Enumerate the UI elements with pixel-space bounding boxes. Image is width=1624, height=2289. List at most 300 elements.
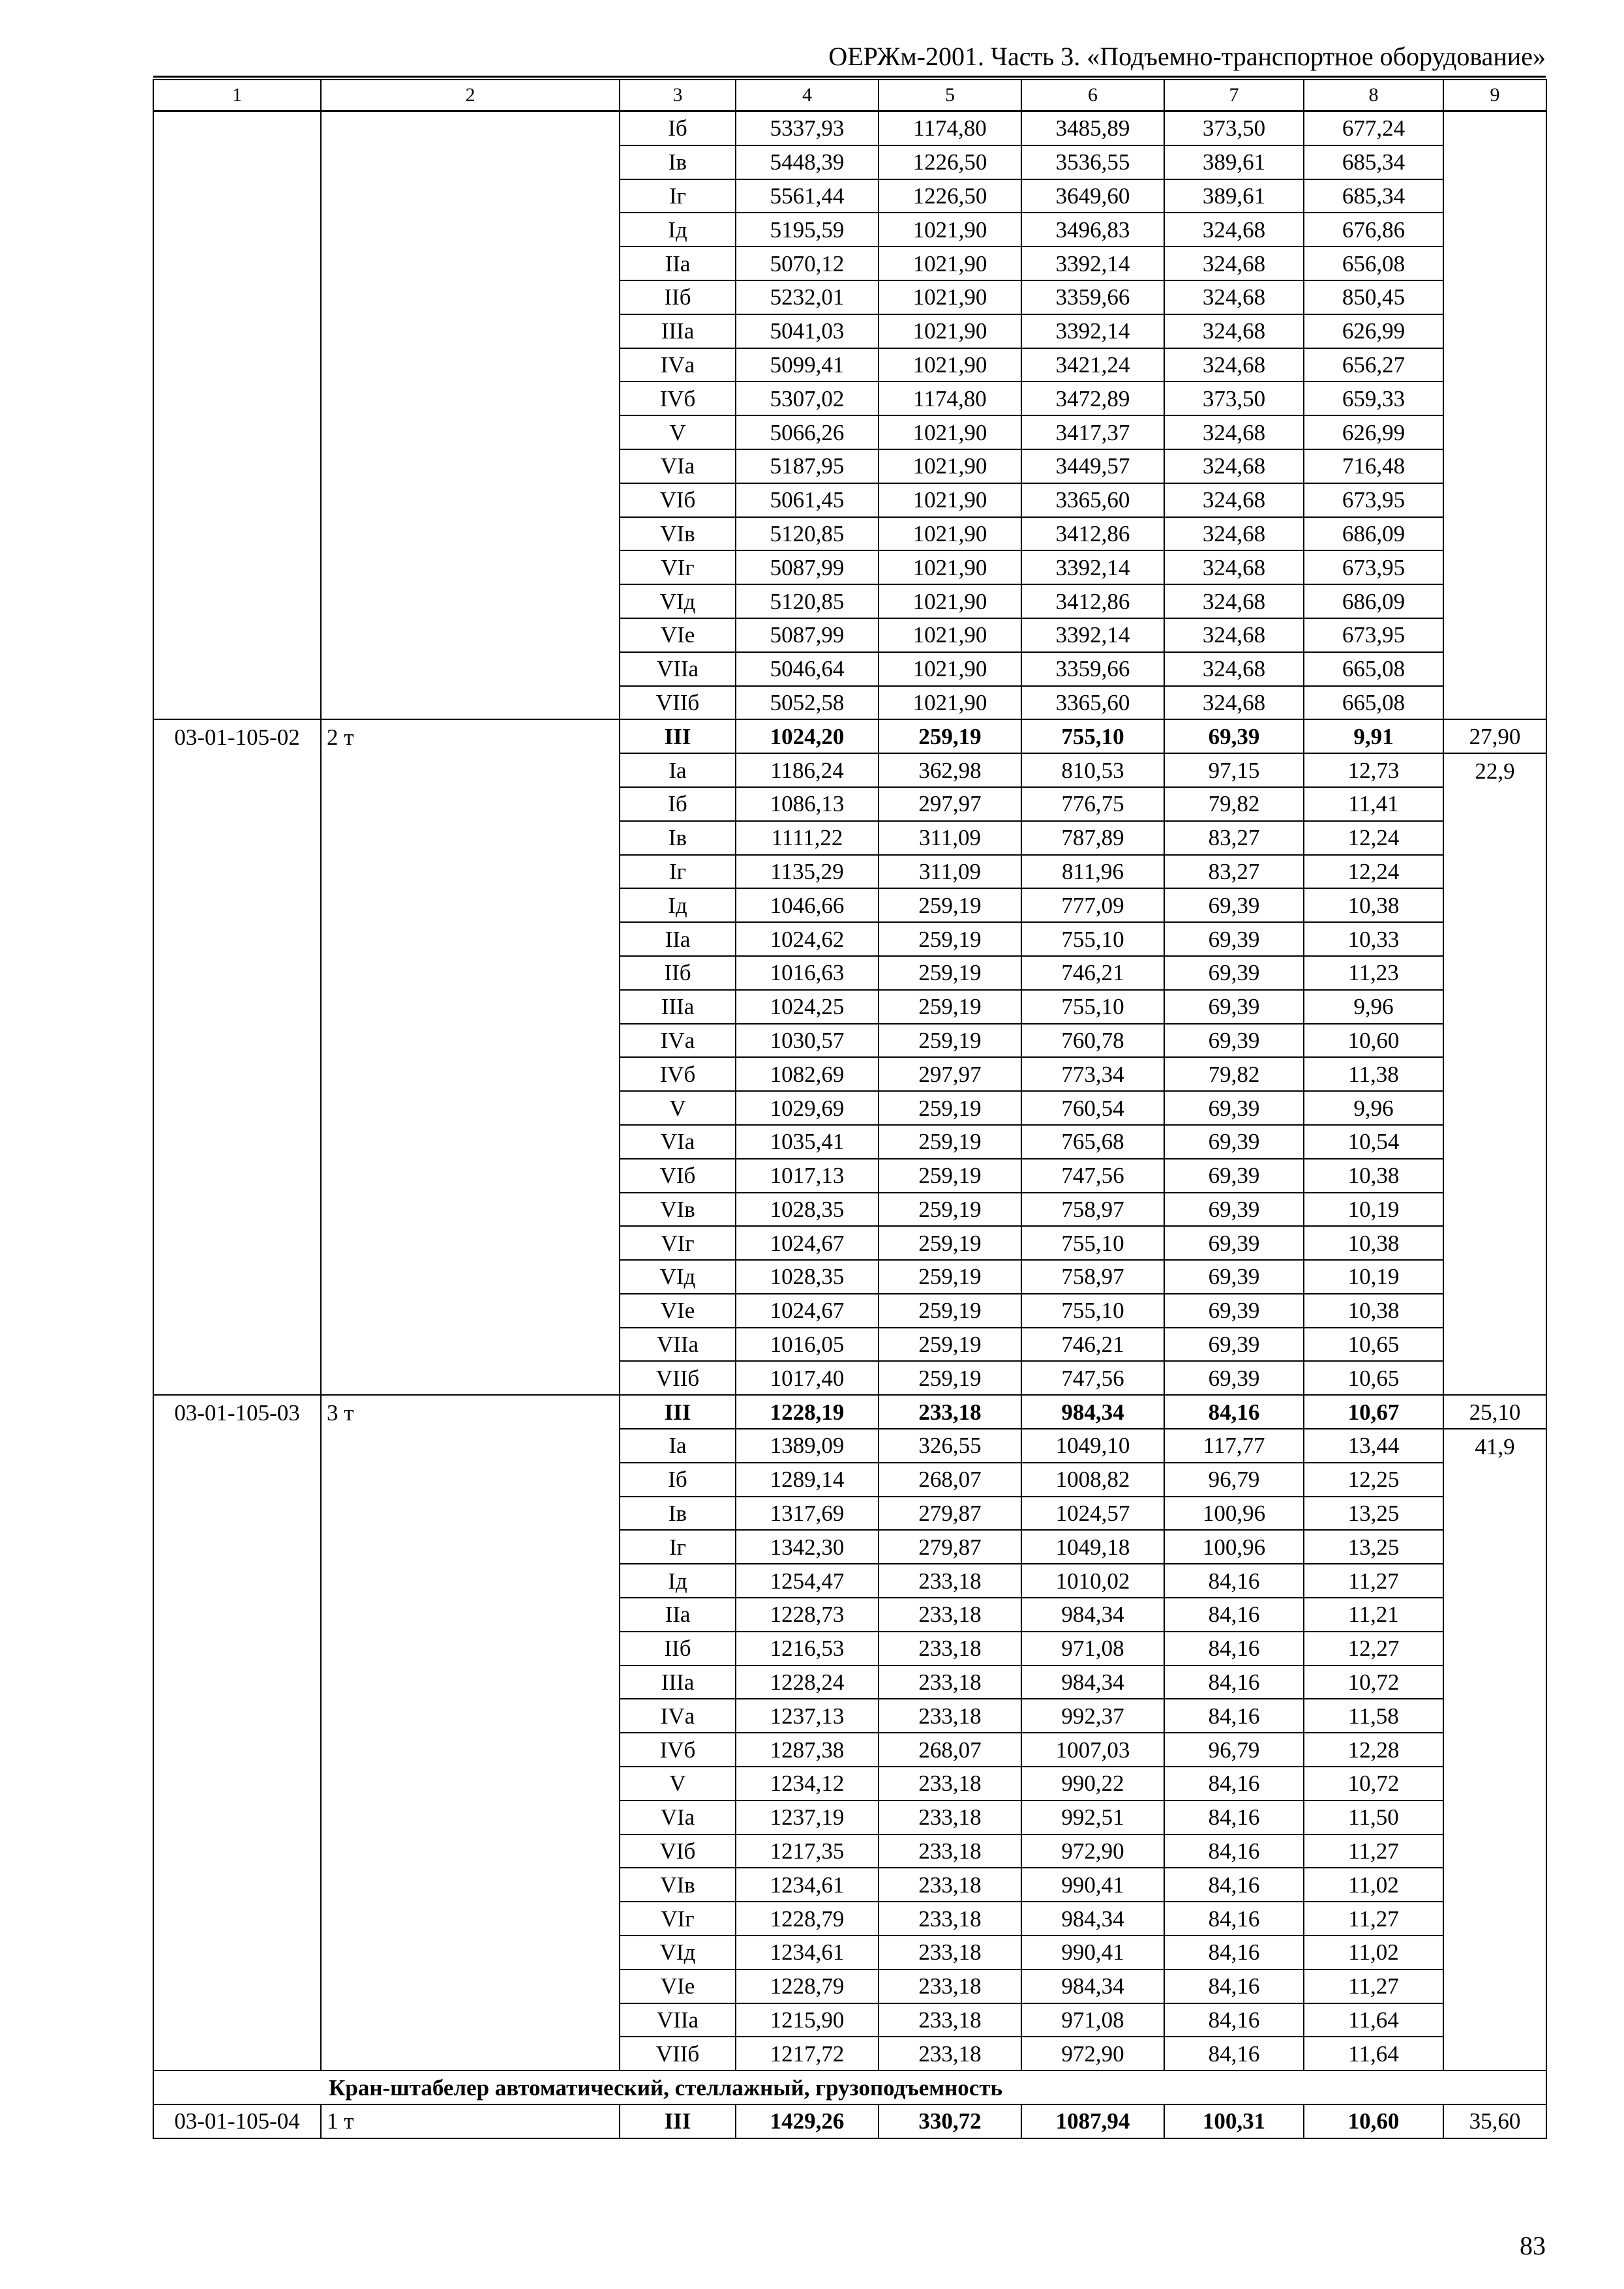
- value-cell: 685,34: [1304, 145, 1443, 179]
- value-cell: 3392,14: [1021, 550, 1164, 584]
- value-cell: 5099,41: [736, 348, 879, 382]
- value-cell: 389,61: [1164, 145, 1304, 179]
- value-cell: 5561,44: [736, 179, 879, 213]
- value-cell: 69,39: [1164, 1024, 1304, 1058]
- value-cell: 1234,61: [736, 1868, 879, 1902]
- value-cell: 1217,35: [736, 1834, 879, 1868]
- value-cell: 233,18: [879, 1395, 1021, 1429]
- value-cell: 259,19: [879, 922, 1021, 956]
- value-cell: 1237,13: [736, 1699, 879, 1733]
- value-cell: 373,50: [1164, 112, 1304, 145]
- value-cell: 755,10: [1021, 1226, 1164, 1260]
- value-cell: 755,10: [1021, 719, 1164, 753]
- value-cell: 850,45: [1304, 280, 1443, 314]
- value-cell: 259,19: [879, 1328, 1021, 1362]
- value-cell: 1046,66: [736, 888, 879, 922]
- rate-code-cell: 03-01-105-03: [153, 1395, 321, 2071]
- crane-group-cell: Iа: [620, 1429, 736, 1463]
- value-cell: 324,68: [1164, 550, 1304, 584]
- value-cell: 3392,14: [1021, 247, 1164, 280]
- value-cell: 3365,60: [1021, 686, 1164, 720]
- value-cell: 330,72: [879, 2104, 1021, 2138]
- value-cell: 1024,25: [736, 990, 879, 1024]
- value-cell: 3485,89: [1021, 112, 1164, 145]
- value-cell: 746,21: [1021, 956, 1164, 990]
- value-cell: 5307,02: [736, 382, 879, 415]
- crane-group-cell: III: [620, 719, 736, 753]
- value-cell: 69,39: [1164, 956, 1304, 990]
- value-cell: 5187,95: [736, 449, 879, 483]
- value-cell: 716,48: [1304, 449, 1443, 483]
- value-cell: 755,10: [1021, 1294, 1164, 1328]
- crane-group-cell: VIIа: [620, 652, 736, 686]
- value-cell: 1024,67: [736, 1294, 879, 1328]
- value-cell: 1226,50: [879, 179, 1021, 213]
- value-cell: 1021,90: [879, 348, 1021, 382]
- crane-group-cell: IIб: [620, 280, 736, 314]
- value-cell: 69,39: [1164, 1125, 1304, 1159]
- crane-group-cell: Iд: [620, 213, 736, 247]
- running-header: ОЕРЖм-2001. Часть 3. «Подъемно-транспортное оборудование»: [153, 38, 1546, 78]
- value-cell: 686,09: [1304, 584, 1443, 618]
- value-cell: 1021,90: [879, 449, 1021, 483]
- value-cell: 69,39: [1164, 719, 1304, 753]
- crane-group-cell: VIIб: [620, 686, 736, 720]
- value-cell: 1024,20: [736, 719, 879, 753]
- value-cell: 3392,14: [1021, 618, 1164, 652]
- value-cell: 100,31: [1164, 2104, 1304, 2138]
- value-cell: 1087,94: [1021, 2104, 1164, 2138]
- section-row: [153, 2071, 1546, 2104]
- value-cell: 84,16: [1164, 1564, 1304, 1598]
- value-cell: 1021,90: [879, 652, 1021, 686]
- value-cell: 10,38: [1304, 1226, 1443, 1260]
- value-cell: 69,39: [1164, 888, 1304, 922]
- value-cell: 1228,79: [736, 1902, 879, 1936]
- value-cell: 10,72: [1304, 1666, 1443, 1699]
- value-cell: 811,96: [1021, 855, 1164, 889]
- value-cell: 659,33: [1304, 382, 1443, 415]
- crane-group-cell: Iв: [620, 821, 736, 855]
- crane-group-cell: Iг: [620, 179, 736, 213]
- value-cell: 1186,24: [736, 753, 879, 787]
- value-cell: 259,19: [879, 719, 1021, 753]
- value-cell: 1021,90: [879, 483, 1021, 517]
- value-cell: 10,38: [1304, 1159, 1443, 1193]
- value-cell: 362,98: [879, 753, 1021, 787]
- crane-group-cell: VIа: [620, 1801, 736, 1834]
- value-cell: 1030,57: [736, 1024, 879, 1058]
- value-cell: 1010,02: [1021, 1564, 1164, 1598]
- value-cell: 233,18: [879, 1598, 1021, 1632]
- rate-code-cell: 03-01-105-04: [153, 2104, 321, 2138]
- value-cell: 1017,40: [736, 1361, 879, 1395]
- value-cell: 10,54: [1304, 1125, 1443, 1159]
- value-cell: 311,09: [879, 821, 1021, 855]
- crane-group-cell: Iа: [620, 753, 736, 787]
- value-cell: 11,21: [1304, 1598, 1443, 1632]
- value-cell: 1254,47: [736, 1564, 879, 1598]
- value-cell: 259,19: [879, 1091, 1021, 1125]
- value-cell: 259,19: [879, 1024, 1021, 1058]
- value-cell: 11,27: [1304, 1969, 1443, 2003]
- value-cell: 1024,57: [1021, 1497, 1164, 1531]
- capacity-cell: 1 т: [321, 2104, 620, 2138]
- value-cell: 3472,89: [1021, 382, 1164, 415]
- value-cell: 686,09: [1304, 517, 1443, 551]
- column-number: 6: [1021, 80, 1164, 112]
- value-cell: 5066,26: [736, 415, 879, 449]
- crane-group-cell: V: [620, 1767, 736, 1801]
- value-cell: 84,16: [1164, 1902, 1304, 1936]
- value-cell: 12,28: [1304, 1733, 1443, 1767]
- crane-group-cell: Iв: [620, 145, 736, 179]
- value-cell: 3449,57: [1021, 449, 1164, 483]
- rate-code-cell: 03-01-105-02: [153, 719, 321, 1395]
- value-cell: 373,50: [1164, 382, 1304, 415]
- value-cell: 84,16: [1164, 1868, 1304, 1902]
- value-cell: 3412,86: [1021, 584, 1164, 618]
- table-row: [153, 1395, 1546, 1429]
- value-cell: 13,25: [1304, 1530, 1443, 1564]
- value-cell: 3417,37: [1021, 415, 1164, 449]
- crane-group-cell: IVа: [620, 348, 736, 382]
- value-cell: 5061,45: [736, 483, 879, 517]
- value-cell: 233,18: [879, 1834, 1021, 1868]
- value-cell: 11,02: [1304, 1868, 1443, 1902]
- column-number: 2: [321, 80, 620, 112]
- value-cell: 9,96: [1304, 990, 1443, 1024]
- crane-group-cell: III: [620, 1395, 736, 1429]
- value-cell: 1228,19: [736, 1395, 879, 1429]
- value-cell: 279,87: [879, 1497, 1021, 1531]
- value-cell: 324,68: [1164, 652, 1304, 686]
- crane-group-cell: VIд: [620, 1260, 736, 1294]
- value-cell: 10,72: [1304, 1767, 1443, 1801]
- value-cell: 324,68: [1164, 348, 1304, 382]
- value-cell: 389,61: [1164, 179, 1304, 213]
- crane-group-cell: VIд: [620, 584, 736, 618]
- value-cell: 233,18: [879, 1868, 1021, 1902]
- crane-group-cell: VIв: [620, 1193, 736, 1227]
- value-cell: 10,38: [1304, 1294, 1443, 1328]
- value-cell: 5041,03: [736, 314, 879, 348]
- value-cell: 990,41: [1021, 1936, 1164, 1969]
- value-cell: 11,58: [1304, 1699, 1443, 1733]
- crane-group-cell: VIв: [620, 1868, 736, 1902]
- value-cell: 984,34: [1021, 1666, 1164, 1699]
- value-cell: 233,18: [879, 2003, 1021, 2037]
- value-cell: 324,68: [1164, 618, 1304, 652]
- crane-group-cell: VIд: [620, 1936, 736, 1969]
- value-cell: 5120,85: [736, 517, 879, 551]
- value-cell: 69,39: [1164, 1294, 1304, 1328]
- value-cell: 972,90: [1021, 1834, 1164, 1868]
- crane-group-cell: IIа: [620, 1598, 736, 1632]
- value-cell: 10,65: [1304, 1361, 1443, 1395]
- value-cell: 97,15: [1164, 753, 1304, 787]
- crane-group-cell: VIIа: [620, 1328, 736, 1362]
- value-cell: 1237,19: [736, 1801, 879, 1834]
- value-cell: 971,08: [1021, 1632, 1164, 1666]
- value-cell: 1024,62: [736, 922, 879, 956]
- value-cell: 1317,69: [736, 1497, 879, 1531]
- value-cell: 1111,22: [736, 821, 879, 855]
- value-cell: 5448,39: [736, 145, 879, 179]
- column-number-row: [153, 80, 1546, 112]
- value-cell: 11,02: [1304, 1936, 1443, 1969]
- value-cell: 1086,13: [736, 787, 879, 821]
- crane-group-cell: IVа: [620, 1024, 736, 1058]
- value-cell: 10,33: [1304, 922, 1443, 956]
- value-cell: 1049,10: [1021, 1429, 1164, 1463]
- value-cell: 11,23: [1304, 956, 1443, 990]
- value-cell: 259,19: [879, 1125, 1021, 1159]
- crane-group-cell: VIб: [620, 1834, 736, 1868]
- value-cell: 1008,82: [1021, 1463, 1164, 1497]
- column-number: 5: [879, 80, 1021, 112]
- value-cell: 311,09: [879, 855, 1021, 889]
- value-cell: 972,90: [1021, 2037, 1164, 2071]
- crane-group-cell: Iв: [620, 1497, 736, 1531]
- value-cell: 5195,59: [736, 213, 879, 247]
- value-cell: 83,27: [1164, 855, 1304, 889]
- value-cell: 1021,90: [879, 213, 1021, 247]
- value-cell: 760,78: [1021, 1024, 1164, 1058]
- value-cell: 233,18: [879, 1666, 1021, 1699]
- value-cell: 1287,38: [736, 1733, 879, 1767]
- value-cell: 755,10: [1021, 990, 1164, 1024]
- value-cell: 1226,50: [879, 145, 1021, 179]
- value-cell: 990,41: [1021, 1868, 1164, 1902]
- value-cell: 259,19: [879, 888, 1021, 922]
- value-cell: 787,89: [1021, 821, 1164, 855]
- value-cell: 11,27: [1304, 1834, 1443, 1868]
- value-cell: 746,21: [1021, 1328, 1164, 1362]
- value-cell: 5120,85: [736, 584, 879, 618]
- crane-group-cell: VIг: [620, 550, 736, 584]
- value-cell: 984,34: [1021, 1969, 1164, 2003]
- value-cell: 810,53: [1021, 753, 1164, 787]
- value-cell: 84,16: [1164, 1598, 1304, 1632]
- value-cell: 1228,73: [736, 1598, 879, 1632]
- value-cell: 259,19: [879, 1294, 1021, 1328]
- column-number: 3: [620, 80, 736, 112]
- value-cell: 268,07: [879, 1463, 1021, 1497]
- value-cell: 69,39: [1164, 1260, 1304, 1294]
- value-cell: 992,51: [1021, 1801, 1164, 1834]
- value-cell: 1429,26: [736, 2104, 879, 2138]
- value-cell: 5087,99: [736, 618, 879, 652]
- value-cell: 79,82: [1164, 787, 1304, 821]
- value-cell: 10,60: [1304, 2104, 1443, 2138]
- value-cell: 10,67: [1304, 1395, 1443, 1429]
- value-cell: 5046,64: [736, 652, 879, 686]
- capacity-cell: [321, 112, 620, 720]
- value-cell: 3412,86: [1021, 517, 1164, 551]
- crane-group-cell: VIб: [620, 1159, 736, 1193]
- crane-group-cell: IVб: [620, 1733, 736, 1767]
- crane-group-cell: VIIб: [620, 2037, 736, 2071]
- value-cell: 279,87: [879, 1530, 1021, 1564]
- value-cell: 12,24: [1304, 821, 1443, 855]
- value-cell: 233,18: [879, 1699, 1021, 1733]
- capacity-cell: 2 т: [321, 719, 620, 1395]
- value-cell: 11,41: [1304, 787, 1443, 821]
- extra-cell: 22,9: [1443, 753, 1546, 1395]
- crane-group-cell: Iб: [620, 112, 736, 145]
- value-cell: 1021,90: [879, 415, 1021, 449]
- column-number: 4: [736, 80, 879, 112]
- crane-group-cell: VIг: [620, 1226, 736, 1260]
- value-cell: 11,64: [1304, 2037, 1443, 2071]
- value-cell: 5232,01: [736, 280, 879, 314]
- value-cell: 5087,99: [736, 550, 879, 584]
- value-cell: 324,68: [1164, 517, 1304, 551]
- value-cell: 11,27: [1304, 1902, 1443, 1936]
- value-cell: 656,08: [1304, 247, 1443, 280]
- value-cell: 84,16: [1164, 2037, 1304, 2071]
- value-cell: 326,55: [879, 1429, 1021, 1463]
- crane-group-cell: Iд: [620, 888, 736, 922]
- crane-group-cell: IIIа: [620, 990, 736, 1024]
- rates-table: [153, 79, 1547, 2139]
- value-cell: 233,18: [879, 2037, 1021, 2071]
- value-cell: 11,64: [1304, 2003, 1443, 2037]
- value-cell: 13,25: [1304, 1497, 1443, 1531]
- crane-group-cell: VIг: [620, 1902, 736, 1936]
- value-cell: 324,68: [1164, 247, 1304, 280]
- value-cell: 665,08: [1304, 652, 1443, 686]
- value-cell: 1021,90: [879, 280, 1021, 314]
- crane-group-cell: VIе: [620, 1294, 736, 1328]
- crane-group-cell: Iб: [620, 1463, 736, 1497]
- crane-group-cell: VIIб: [620, 1361, 736, 1395]
- value-cell: 96,79: [1164, 1733, 1304, 1767]
- value-cell: 1174,80: [879, 112, 1021, 145]
- value-cell: 1007,03: [1021, 1733, 1164, 1767]
- value-cell: 776,75: [1021, 787, 1164, 821]
- value-cell: 992,37: [1021, 1699, 1164, 1733]
- value-cell: 69,39: [1164, 990, 1304, 1024]
- value-cell: 84,16: [1164, 1666, 1304, 1699]
- value-cell: 1016,05: [736, 1328, 879, 1362]
- value-cell: 84,16: [1164, 1834, 1304, 1868]
- column-number: 9: [1443, 80, 1546, 112]
- value-cell: 233,18: [879, 1902, 1021, 1936]
- value-cell: 990,22: [1021, 1767, 1164, 1801]
- crane-group-cell: IIб: [620, 1632, 736, 1666]
- value-cell: 10,65: [1304, 1328, 1443, 1362]
- table-row: [153, 112, 1546, 145]
- value-cell: 1228,24: [736, 1666, 879, 1699]
- value-cell: 69,39: [1164, 922, 1304, 956]
- rate-code-cell: [153, 112, 321, 720]
- crane-group-cell: VIе: [620, 1969, 736, 2003]
- value-cell: 747,56: [1021, 1361, 1164, 1395]
- crane-group-cell: VIа: [620, 449, 736, 483]
- value-cell: 9,96: [1304, 1091, 1443, 1125]
- value-cell: 69,39: [1164, 1159, 1304, 1193]
- value-cell: 233,18: [879, 1767, 1021, 1801]
- value-cell: 777,09: [1021, 888, 1164, 922]
- value-cell: 10,38: [1304, 888, 1443, 922]
- value-cell: 324,68: [1164, 686, 1304, 720]
- value-cell: 100,96: [1164, 1497, 1304, 1531]
- value-cell: 259,19: [879, 1226, 1021, 1260]
- value-cell: 1029,69: [736, 1091, 879, 1125]
- value-cell: 1016,63: [736, 956, 879, 990]
- value-cell: 1389,09: [736, 1429, 879, 1463]
- value-cell: 3421,24: [1021, 348, 1164, 382]
- crane-group-cell: VIе: [620, 618, 736, 652]
- crane-group-cell: IVб: [620, 382, 736, 415]
- value-cell: 3359,66: [1021, 280, 1164, 314]
- value-cell: 626,99: [1304, 314, 1443, 348]
- crane-group-cell: Iг: [620, 1530, 736, 1564]
- crane-group-cell: III: [620, 2104, 736, 2138]
- crane-group-cell: IIIа: [620, 314, 736, 348]
- crane-group-cell: IIа: [620, 922, 736, 956]
- value-cell: 84,16: [1164, 1936, 1304, 1969]
- value-cell: 673,95: [1304, 483, 1443, 517]
- value-cell: 1021,90: [879, 584, 1021, 618]
- value-cell: 233,18: [879, 1801, 1021, 1834]
- value-cell: 1049,18: [1021, 1530, 1164, 1564]
- table-row: [153, 719, 1546, 753]
- value-cell: 84,16: [1164, 1632, 1304, 1666]
- value-cell: 324,68: [1164, 415, 1304, 449]
- extra-cell: 41,9: [1443, 1429, 1546, 2071]
- value-cell: 69,39: [1164, 1193, 1304, 1227]
- value-cell: 69,39: [1164, 1091, 1304, 1125]
- value-cell: 324,68: [1164, 213, 1304, 247]
- value-cell: 1024,67: [736, 1226, 879, 1260]
- table-row: [153, 2104, 1546, 2138]
- value-cell: 1234,61: [736, 1936, 879, 1969]
- value-cell: 758,97: [1021, 1260, 1164, 1294]
- value-cell: 69,39: [1164, 1361, 1304, 1395]
- value-cell: 10,60: [1304, 1024, 1443, 1058]
- extra-cell: 25,10: [1443, 1395, 1546, 1429]
- value-cell: 673,95: [1304, 550, 1443, 584]
- crane-group-cell: VIа: [620, 1125, 736, 1159]
- value-cell: 1215,90: [736, 2003, 879, 2037]
- value-cell: 1028,35: [736, 1260, 879, 1294]
- value-cell: 3496,83: [1021, 213, 1164, 247]
- value-cell: 10,19: [1304, 1193, 1443, 1227]
- value-cell: 84,16: [1164, 1969, 1304, 2003]
- crane-group-cell: Iб: [620, 787, 736, 821]
- value-cell: 268,07: [879, 1733, 1021, 1767]
- crane-group-cell: VIб: [620, 483, 736, 517]
- value-cell: 5052,58: [736, 686, 879, 720]
- value-cell: 69,39: [1164, 1328, 1304, 1362]
- value-cell: 984,34: [1021, 1395, 1164, 1429]
- value-cell: 676,86: [1304, 213, 1443, 247]
- value-cell: 100,96: [1164, 1530, 1304, 1564]
- crane-group-cell: VIв: [620, 517, 736, 551]
- value-cell: 259,19: [879, 956, 1021, 990]
- value-cell: 12,25: [1304, 1463, 1443, 1497]
- value-cell: 3392,14: [1021, 314, 1164, 348]
- value-cell: 259,19: [879, 1193, 1021, 1227]
- value-cell: 984,34: [1021, 1598, 1164, 1632]
- value-cell: 1021,90: [879, 618, 1021, 652]
- value-cell: 233,18: [879, 1564, 1021, 1598]
- value-cell: 233,18: [879, 1632, 1021, 1666]
- value-cell: 12,27: [1304, 1632, 1443, 1666]
